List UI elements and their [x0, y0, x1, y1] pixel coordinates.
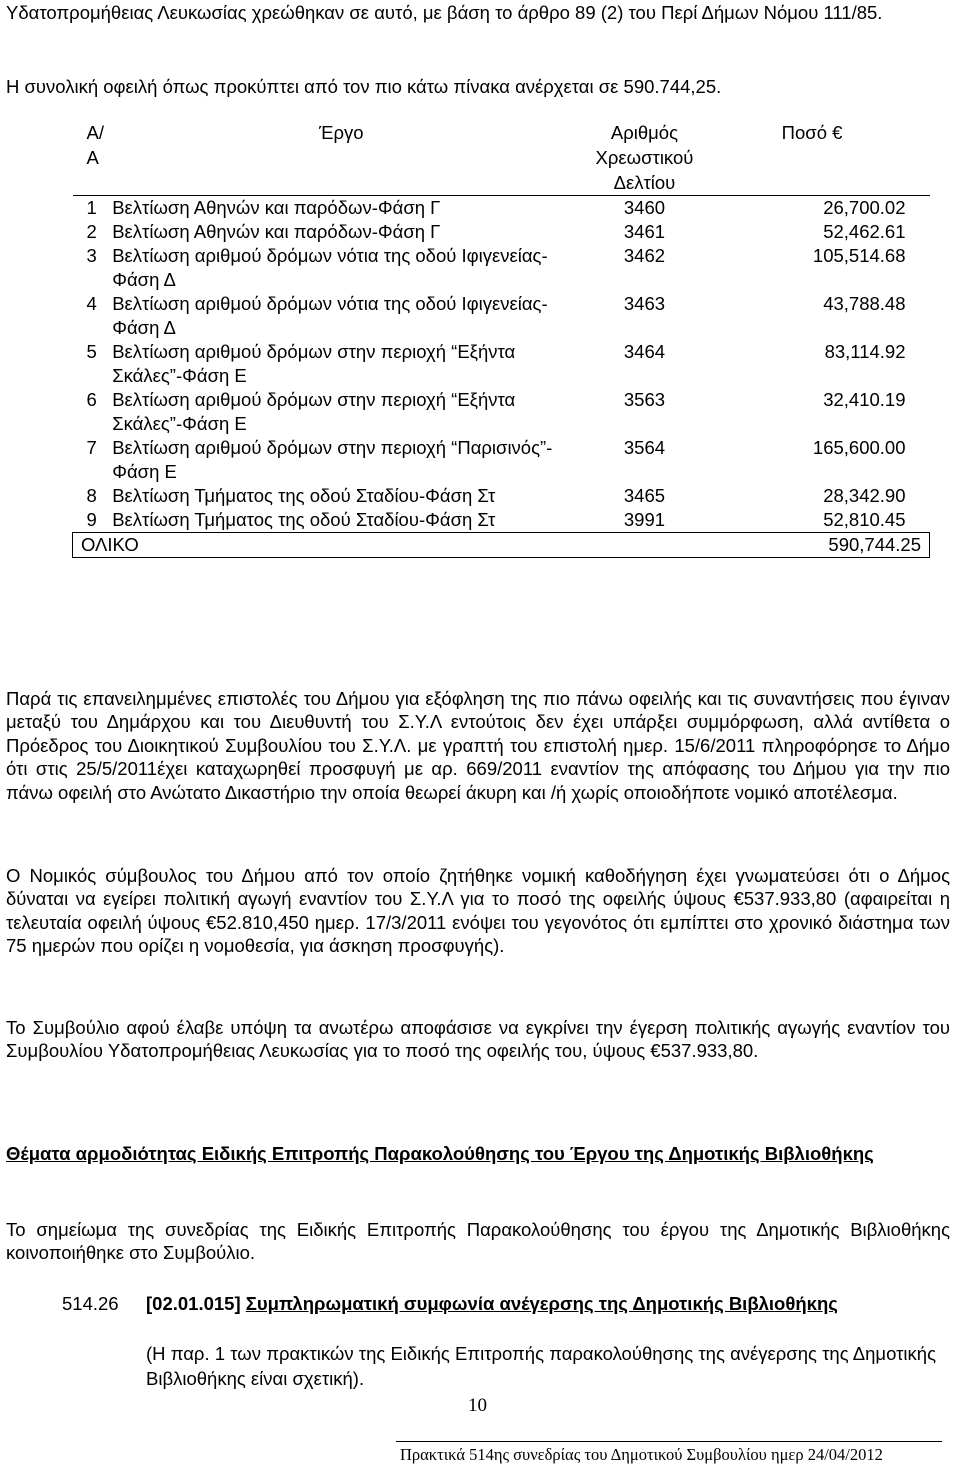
- footer-divider: [396, 1441, 942, 1442]
- header-amount: Ποσό €: [781, 122, 843, 143]
- row-project: Βελτίωση αριθμού δρόμων στην περιοχή “Εξήντα Σκάλες”-Φάση Ε: [112, 389, 516, 434]
- agenda-item-number: 514.26: [62, 1293, 119, 1314]
- row-project: Βελτίωση Αθηνών και παρόδων-Φάση Γ: [112, 221, 441, 242]
- row-no: 9: [86, 509, 97, 530]
- table-row: [73, 508, 930, 533]
- row-amount: 105,514.68: [812, 245, 906, 266]
- table-row: [73, 388, 930, 436]
- row-no: 6: [86, 389, 97, 410]
- table-row: [73, 340, 930, 388]
- header-project: Έργο: [318, 122, 364, 143]
- row-number: 3461: [623, 221, 666, 242]
- row-number: 3563: [623, 389, 666, 410]
- page-footer: Πρακτικά 514ης συνεδρίας του Δημοτικού Συμβουλίου ημερ 24/04/2012: [400, 1445, 883, 1464]
- row-number: 3462: [623, 245, 666, 266]
- paragraph-legal-advice: Ο Νομικός σύμβουλος του Δήμου από τον οποίο ζητήθηκε νομική καθοδήγηση έχει γνωματεύσει ότι ο Δήμος δύναται να εγείρει πολιτική αγωγή εναντίον του Σ.Υ.Λ για το ποσό της οφειλής ύψους €537.933,80 (αφαιρείται η τελευταία οφειλή ύψους €52.810,450 ημερ. 17/3/2011 ενόψει του γεγονότος ότι εμπίπτει στο χρονικό διάστημα των 75 ημερών που ορίζει η νομοθεσία, για άσκηση προσφυγής).: [6, 865, 950, 957]
- table-row: [73, 484, 930, 508]
- row-no: 4: [86, 293, 97, 314]
- row-amount: 43,788.48: [823, 293, 906, 314]
- header-number: Αριθμός Χρεωστικού Δελτίου: [595, 122, 694, 193]
- row-amount: 32,410.19: [823, 389, 906, 410]
- row-project: Βελτίωση Αθηνών και παρόδων-Φάση Γ: [112, 196, 570, 221]
- paragraph-debt-history: Παρά τις επανειλημμένες επιστολές του Δήμου για εξόφληση της πιο πάνω οφειλής και τις συναντήσεις που έγιναν μεταξύ του Δημάρχου και του Διευθυντή του Σ.Υ.Λ εντούτοις δεν έχει υπάρξει συμμόρφωση, αλλά αντίθετα ο Πρόεδρος του Διοικητικού Συμβουλίου του Σ.Υ.Λ. με γραπτή του επιστολή ημερ. 15/6/2011 πληροφόρησε το Δήμο ότι στις 25/5/2011έχει καταχωρηθεί προσφυγή με αρ. 669/2011 εναντίον της απόφασης του Δήμου για την πιο πάνω οφειλή στο Ανώτατο Δικαστήριο την οποία θεωρεί άκυρη και /ή χωρίς οποιοδήποτε νομικό αποτέλεσμα.: [6, 688, 950, 803]
- row-no: 5: [86, 341, 97, 362]
- table-row: [73, 220, 930, 244]
- row-project: Βελτίωση αριθμού δρόμων νότια της οδού Ιφιγενείας-Φάση Δ: [112, 293, 548, 338]
- paragraph-library-note: Το σημείωμα της συνεδρίας της Ειδικής Επιτροπής Παρακολούθησης του έργου της Δημοτικής Βιβλιοθήκης κοινοποιήθηκε στο Συμβούλιο.: [6, 1219, 950, 1264]
- row-project: Βελτίωση αριθμού δρόμων νότια της οδού Ιφιγενείας-Φάση Δ: [112, 245, 548, 290]
- table-row: [73, 292, 930, 340]
- row-project: Βελτίωση Τμήματος της οδού Σταδίου-Φάση Στ: [112, 485, 496, 506]
- intro-text: Υδατοπρομήθειας Λευκωσίας χρεώθηκαν σε αυτό, με βάση το άρθρο 89 (2) του Περί Δήμων Νόμου 111/85.: [6, 2, 883, 23]
- table-header-row: [73, 120, 930, 196]
- row-no: 1: [73, 196, 113, 221]
- row-no: 2: [86, 221, 97, 242]
- page-number: 10: [468, 1395, 487, 1416]
- row-number: 3464: [623, 341, 666, 362]
- row-amount: 83,114.92: [824, 341, 906, 362]
- table-total-row: [73, 533, 930, 558]
- agenda-item-title: Συμπληρωματική συμφωνία ανέγερσης της Δημοτικής Βιβλιοθήκης: [245, 1293, 838, 1314]
- table-row: [73, 436, 930, 484]
- table-row: [73, 244, 930, 292]
- row-number: 3463: [623, 293, 666, 314]
- agenda-item: [62, 1293, 942, 1315]
- row-amount: 52,810.45: [823, 509, 906, 530]
- header-no: Α/Α: [86, 122, 104, 168]
- row-number: 3564: [623, 437, 666, 458]
- row-project: Βελτίωση Τμήματος της οδού Σταδίου-Φάση Στ: [112, 509, 496, 530]
- row-number: 3465: [623, 485, 666, 506]
- row-project: Βελτίωση αριθμού δρόμων στην περιοχή “Εξήντα Σκάλες”-Φάση Ε: [112, 341, 516, 386]
- row-number: 3991: [623, 509, 666, 530]
- agenda-item-note: (Η παρ. 1 των πρακτικών της Ειδικής Επιτροπής παρακολούθησης της ανέγερσης της Δημοτικής Βιβλιοθήκης είναι σχετική).: [146, 1343, 936, 1389]
- table-body: [73, 196, 930, 533]
- row-amount: 52,462.61: [823, 221, 906, 242]
- row-amount: 165,600.00: [812, 437, 906, 458]
- row-project: Βελτίωση αριθμού δρόμων στην περιοχή “Παρισινός”-Φάση Ε: [112, 437, 553, 482]
- row-amount: 26,700.02: [719, 196, 930, 221]
- row-no: 3: [86, 245, 97, 266]
- row-amount: 28,342.90: [823, 485, 906, 506]
- table-row: [73, 196, 930, 221]
- intro-total-text: Η συνολική οφειλή όπως προκύπτει από τον πιο κάτω πίνακα ανέρχεται σε 590.744,25.: [6, 76, 722, 97]
- agenda-item-code: [02.01.015]: [146, 1293, 241, 1314]
- paragraph-council-decision: Το Συμβούλιο αφού έλαβε υπόψη τα ανωτέρω αποφάσισε να εγκρίνει την έγερση πολιτικής αγωγής εναντίον του Συμβουλίου Υδατοπρομήθειας Λευκωσίας για το ποσό της οφειλής του, ύψους €537.933,80.: [6, 1017, 950, 1062]
- debt-table: [72, 120, 930, 558]
- section-heading: Θέματα αρμοδιότητας Ειδικής Επιτροπής Παρακολούθησης του Έργου της Δημοτικής Βιβλιοθήκης: [6, 1143, 874, 1164]
- row-no: 8: [86, 485, 97, 506]
- row-number: 3460: [570, 196, 718, 221]
- total-amount: 590,744.25: [570, 533, 929, 558]
- row-no: 7: [86, 437, 97, 458]
- total-label: ΟΛΙΚΟ: [73, 533, 571, 558]
